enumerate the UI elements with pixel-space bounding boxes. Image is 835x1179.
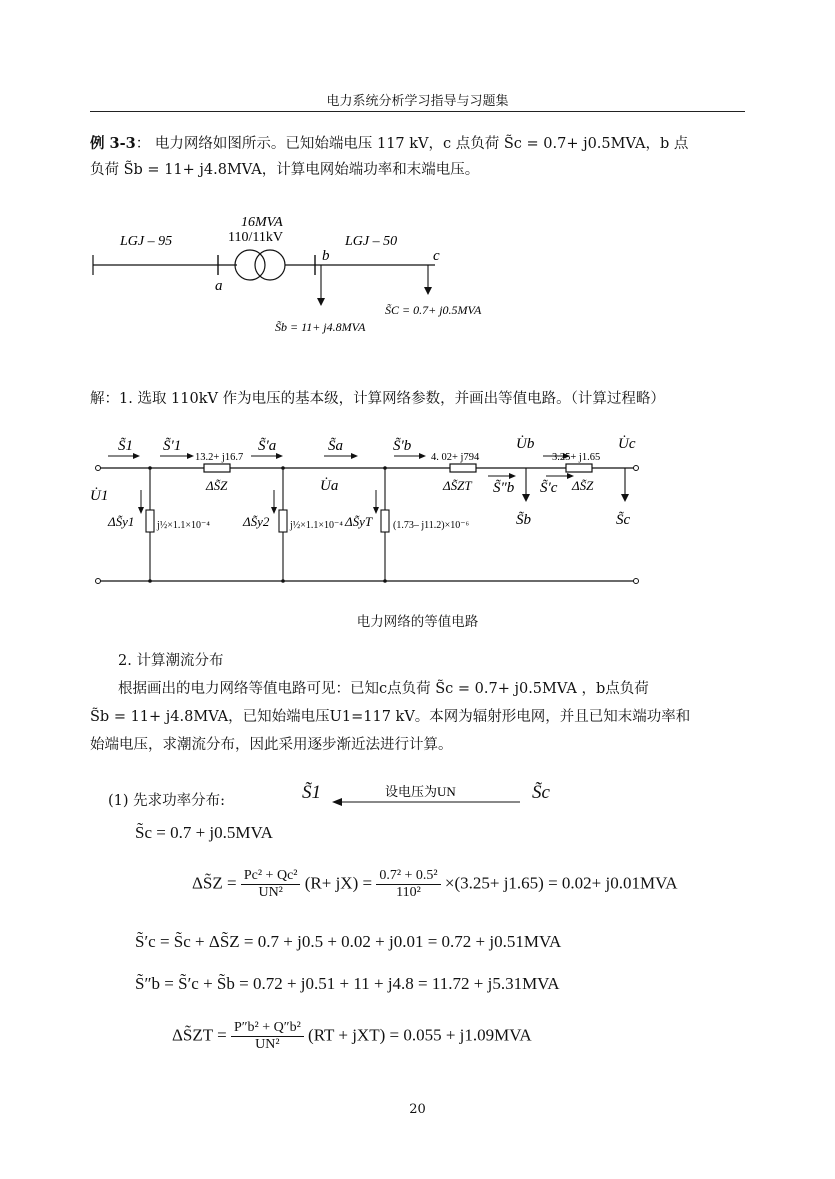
ub-label: U̇b: [516, 436, 535, 452]
dsz1-label: ΔS̃Z: [206, 478, 228, 493]
arrow-text: 设电压为UN: [385, 784, 456, 799]
equation-2: [192, 868, 677, 901]
eq2-fraction-1: $\frac{\text{Pc² + Qc²}}{\text{UN²}}$: [241, 868, 301, 901]
example-text-1: ： 电力网络如图所示。已知始端电压 117 kV，c 点负荷 S̃c = 0.7+ j0.5MVA，b 点: [135, 136, 689, 152]
equation-1: S̃c = 0.7 + j0.5MVA: [135, 823, 273, 842]
node-a-label: a: [215, 278, 223, 294]
sap-label: S̃′a: [258, 438, 277, 454]
load-c-label: S̃C = 0.7+ j0.5MVA: [385, 303, 482, 317]
node-b-label: b: [322, 248, 330, 264]
uc-label: U̇c: [618, 436, 636, 452]
example-line-1: [90, 130, 750, 158]
dszt-label: ΔS̃ZT: [443, 478, 472, 493]
header-rule: [90, 111, 745, 112]
equation-5: [172, 1020, 532, 1053]
eq2-fraction-2: $\frac{\text{0.7² + 0.5²}}{\text{110²}}$: [376, 868, 440, 901]
eq5-lhs: ΔS̃ZT =: [172, 1025, 227, 1045]
y2-label: j½×1.1×10⁻⁴: [290, 520, 343, 531]
step2-text-1: 根据画出的电力网络等值电路可见：已知c点负荷 S̃c = 0.7+ j0.5MVA ，b点负荷: [118, 681, 649, 697]
dsy1-label: ΔS̃y1: [108, 514, 135, 529]
step2-text-2: S̃b = 11+ j4.8MVA，已知始端电压U1=117 kV。本网为辐射形电网，并且已知末端功率和: [90, 709, 691, 725]
sbp-label: S̃′b: [393, 438, 412, 454]
step2-1-label: (1) 先求功率分布:: [108, 793, 226, 809]
yt-label: (1.73– j11.2)×10⁻⁶: [393, 520, 469, 531]
equivalent-circuit: [88, 428, 748, 603]
example-label: 例 3-3: [90, 135, 136, 152]
scp-label: S̃′c: [540, 480, 558, 496]
sbpp-label: S̃″b: [493, 480, 515, 496]
sb-label: S̃b: [516, 512, 531, 528]
step2-text-3: 始端电压，求潮流分布，因此采用逐步渐近法进行计算。: [90, 737, 453, 753]
ua-label: U̇a: [320, 478, 339, 494]
solution-intro: 解：1. 选取 110kV 作为电压的基本级，计算网络参数，并画出等值电路。（计算过程略）: [90, 391, 665, 407]
load-b-label: S̃b = 11+ j4.8MVA: [275, 320, 366, 334]
dsyt-label: ΔS̃yT: [345, 514, 373, 529]
u1-label: U̇1: [90, 488, 109, 504]
z-line2-label: 3.25+ j1.65: [552, 452, 601, 463]
s1p-label: S̃′1: [163, 438, 182, 454]
dsy2-label: ΔS̃y2: [243, 514, 270, 529]
line-bc-label: LGJ – 50: [345, 234, 398, 249]
s1-label: S̃1: [118, 438, 133, 454]
figure-caption: 电力网络的等值电路: [356, 614, 479, 630]
sa-label: S̃a: [328, 438, 343, 454]
y1-label: j½×1.1×10⁻⁴: [157, 520, 210, 531]
eq5-rhs: (RT + jXT) = 0.055 + j1.09MVA: [308, 1025, 532, 1045]
running-header: 电力系统分析学习指导与习题集: [326, 94, 509, 109]
node-c-label: c: [433, 248, 440, 264]
equation-4: S̃″b = S̃′c + S̃b = 0.72 + j0.51 + 11 + j4.8 = 11.72 + j5.31MVA: [135, 974, 560, 993]
s1-symbol: S̃1: [302, 782, 321, 803]
eq5-fraction: $\frac{\text{P″b² + Q″b²}}{\text{UN²}}$: [231, 1020, 304, 1053]
transformer-rating: 16MVA: [241, 215, 283, 230]
equation-3: S̃′c = S̃c + ΔS̃Z = 0.7 + j0.5 + 0.02 + j0.01 = 0.72 + j0.51MVA: [135, 932, 562, 951]
eq2-mid: (R+ jX) =: [304, 873, 373, 893]
z-line1-label: 13.2+ j16.7: [195, 452, 244, 463]
step2-title: 2. 计算潮流分布: [118, 653, 224, 669]
eq2-lhs: ΔS̃Z =: [192, 873, 237, 893]
sc-symbol: S̃c: [532, 782, 550, 803]
line-ab-label: LGJ – 95: [120, 234, 173, 249]
dsz2-label: ΔS̃Z: [572, 478, 594, 493]
page-number: 20: [409, 1102, 426, 1117]
iteration-arrow: [330, 782, 525, 812]
transformer-ratio: 110/11kV: [228, 230, 283, 245]
eq2-rhs: ×(3.25+ j1.65) = 0.02+ j0.01MVA: [444, 873, 678, 893]
z-tr-label: 4. 02+ j794: [431, 452, 480, 463]
network-diagram: [85, 210, 545, 345]
example-line-2: 负荷 S̃b = 11+ j4.8MVA，计算电网始端功率和末端电压。: [90, 162, 480, 178]
sc-label: S̃c: [616, 512, 631, 528]
